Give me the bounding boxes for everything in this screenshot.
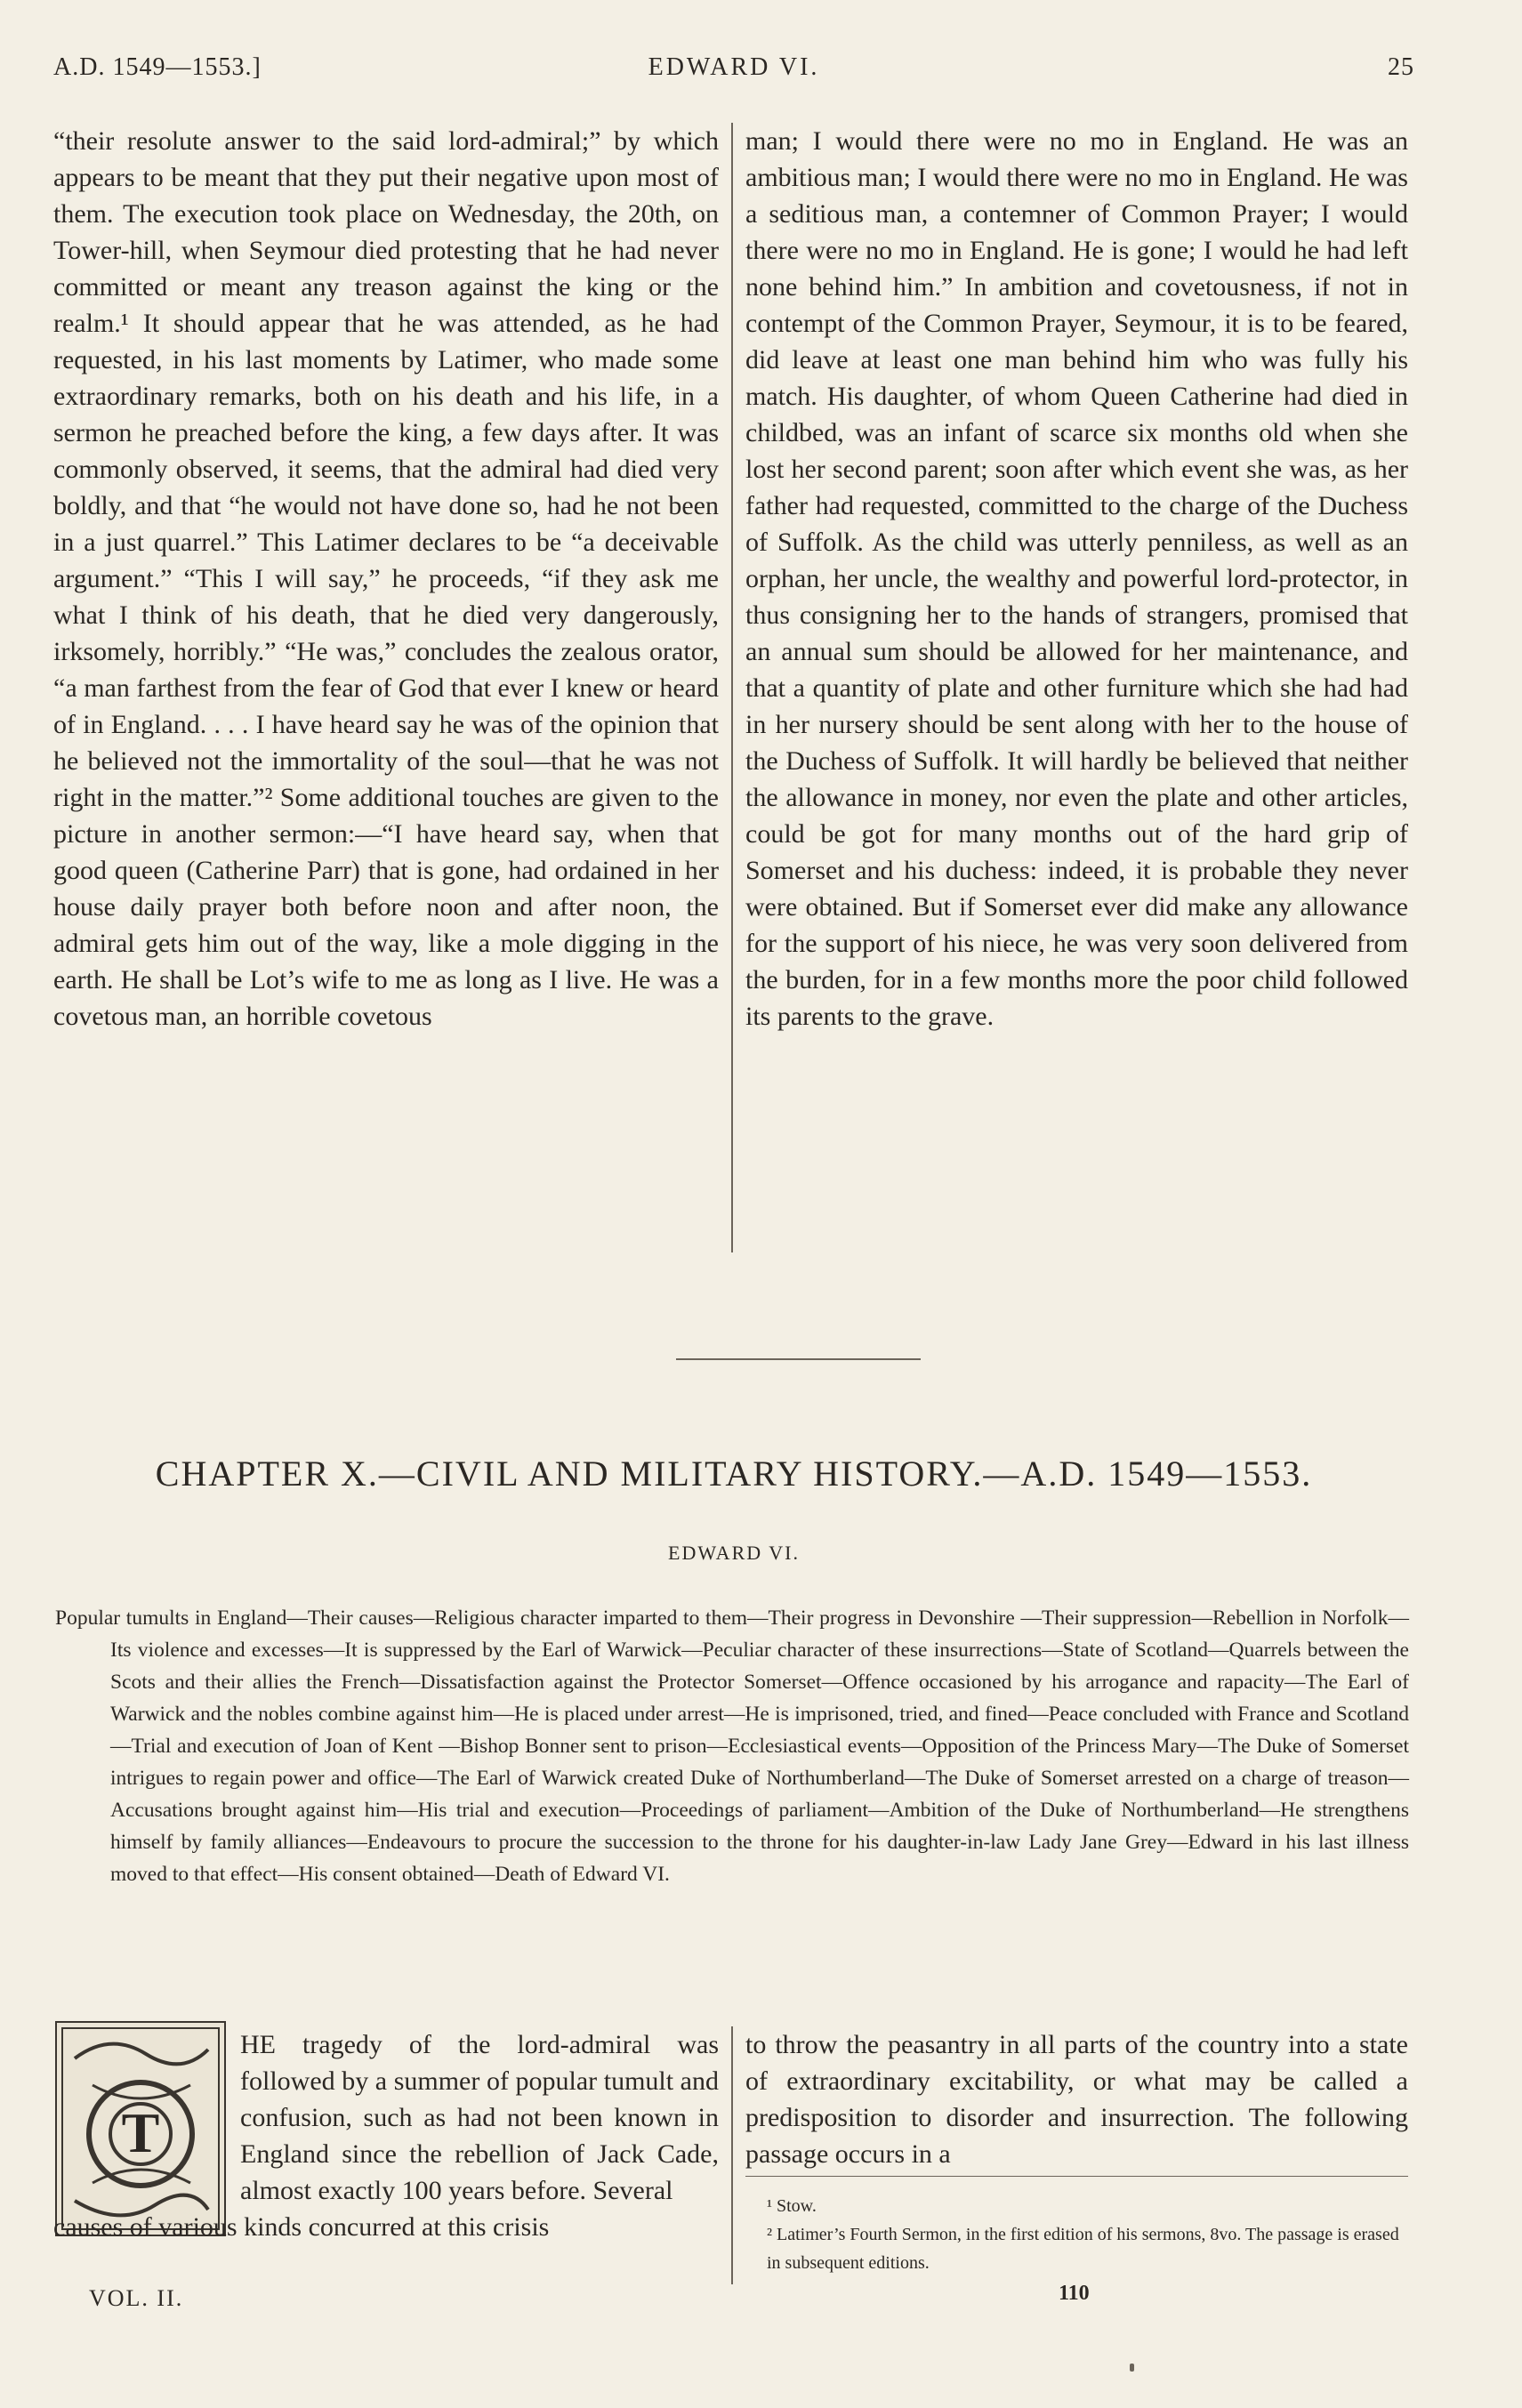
running-head bbox=[53, 53, 1414, 89]
column-divider bbox=[731, 123, 733, 1252]
top-left-column bbox=[53, 123, 719, 1035]
top-right-column bbox=[745, 123, 1408, 1035]
signature-mark: 110 bbox=[1059, 2282, 1090, 2305]
chapter-summary-text: Popular tumults in England—Their causes—Religious character imparted to them—Their progress in Devonshire —Their suppression—Rebellion in Norfolk—Its violence and excesses—It is suppressed by the Earl of Warwick—Peculiar character of these insurrections—State of Scotland—Quarrels between the Scots and their allies the French—Dissatisfaction against the Protector Somerset—Offence occasioned by his arrogance and rapacity—The Earl of Warwick and the nobles combine against him—He is placed under arrest—He is imprisoned, tried, and fined—Peace concluded with France and Scotland—Trial and execution of Joan of Kent —Bishop Bonner sent to prison—Ecclesiastical events—Opposition of the Princess Mary—The Duke of Somerset intrigues to regain power and office—The Earl of Warwick created Duke of Northumberland—The Duke of Somerset arrested on a charge of treason—Accusations brought against him—His trial and execution—Proceedings of parliament—Ambition of the Duke of Northumberland—He strengthens himself by family alliances—Endeavours to procure the succession to the throne for his daughter-in-law Lady Jane Grey—Edward in his last illness moved to that effect—His consent obtained—Death of Edward VI. bbox=[55, 1607, 1409, 1886]
header-date-range: A.D. 1549—1553.] bbox=[53, 53, 262, 81]
footnote-rule bbox=[745, 2176, 1408, 2177]
volume-label: VOL. II. bbox=[89, 2285, 184, 2311]
footnote: ¹ Stow. bbox=[767, 2196, 817, 2216]
section-separator bbox=[676, 1358, 921, 1360]
ink-mark bbox=[1130, 2364, 1134, 2372]
chapter-title: CHAPTER X.—CIVIL AND MILITARY HISTORY.—A.D. 1549—1553. bbox=[155, 1454, 1313, 1494]
header-title: EDWARD VI. bbox=[648, 53, 820, 81]
chapter-subtitle: EDWARD VI. bbox=[668, 1542, 800, 1564]
footnote: ² Latimer’s Fourth Sermon, in the first edition of his sermons, 8vo. The passage is erased in subsequent editions. bbox=[767, 2225, 1399, 2273]
paragraph: “their resolute answer to the said lord-admiral;” by which appears to be meant that they put their negative upon most of them. The execution took place on Wednesday, the 20th, on Tower-hill, when Seymour died protesting that he had never committed or meant any treason against the king or the realm.¹ It should appear that he was attended, as he had requested, in his last moments by Latimer, who made some extraordinary remarks, both on his death and his life, in a sermon he preached before the king, a few days after. It was commonly observed, it seems, that the admiral had died very boldly, and that “he would not have done so, had he not been in a just quarrel.” This Latimer declares to be “a deceivable argument.” “This I will say,” he proceeds, “if they ask me what I think of his death, that he died very dangerously, irksomely, horribly.” “He was,” concludes the zealous orator, “a man farthest from the fear of God that ever I knew or heard of in England. . . . I have heard say he was of the opinion that he believed not the immortality of the soul—that he was not right in the matter.”² Some additional touches are given to the picture in another sermon:—“I have heard say, when that good queen (Catherine Parr) that is gone, had ordained in her house daily prayer both before noon and after noon, the admiral gets him out of the way, like a mole digging in the earth. He shall be Lot’s wife to me as long as I live. He was a covetous man, an horrible covetous bbox=[53, 126, 719, 1031]
chapter-summary bbox=[55, 1602, 1409, 1890]
paragraph: HE tragedy of the lord-admiral was followed by a summer of popular tumult and confusion, such as had not been known in England since the rebellion of Jack Cade, almost exactly 100 years before. Several bbox=[240, 2030, 719, 2205]
paragraph-continuation: causes of various kinds concurred at this crisis bbox=[53, 2212, 550, 2242]
page-number: 25 bbox=[1388, 53, 1414, 81]
body-left-column bbox=[53, 2026, 719, 2245]
column-divider bbox=[731, 2026, 733, 2284]
dropcap-letter: T bbox=[121, 2101, 160, 2164]
paragraph: man; I would there were no mo in England. He was an ambitious man; I would there were no mo in England. He was a seditious man, a contemner of Common Prayer; I would there were no mo in England. He is gone; I would he had left none behind him.” In ambition and covetousness, if not in contempt of the Common Prayer, Seymour, it is to be feared, did leave at least one man behind him who was fully his match. His daughter, of whom Queen Catherine had died in childbed, was an infant of scarce six months old when she lost her second parent; soon after which event she was, as her father had requested, committed to the charge of the Duchess of Suffolk. As the child was utterly penniless, as well as an orphan, her uncle, the wealthy and powerful lord-protector, in thus consigning her to the hands of strangers, promised that an annual sum should be allowed for her maintenance, and that a quantity of plate and other furniture which she had had in her nursery should be sent along with her to the house of the Duchess of Suffolk. It will hardly be believed that neither the allowance in money, nor even the plate and other articles, could be got for many months out of the hard grip of Somerset and his duchess: indeed, it is probable they never were obtained. But if Somerset ever did make any allowance for the support of his niece, he was very soon delivered from the burden, for in a few months more the poor child followed its parents to the grave. bbox=[745, 126, 1408, 1031]
footnotes bbox=[767, 2192, 1409, 2277]
body-right-column bbox=[745, 2026, 1408, 2172]
paragraph: to throw the peasantry in all parts of the country into a state of extraordinary excitability, or what may be called a predisposition to disorder and insurrection. The following passage occurs in a bbox=[745, 2030, 1408, 2169]
